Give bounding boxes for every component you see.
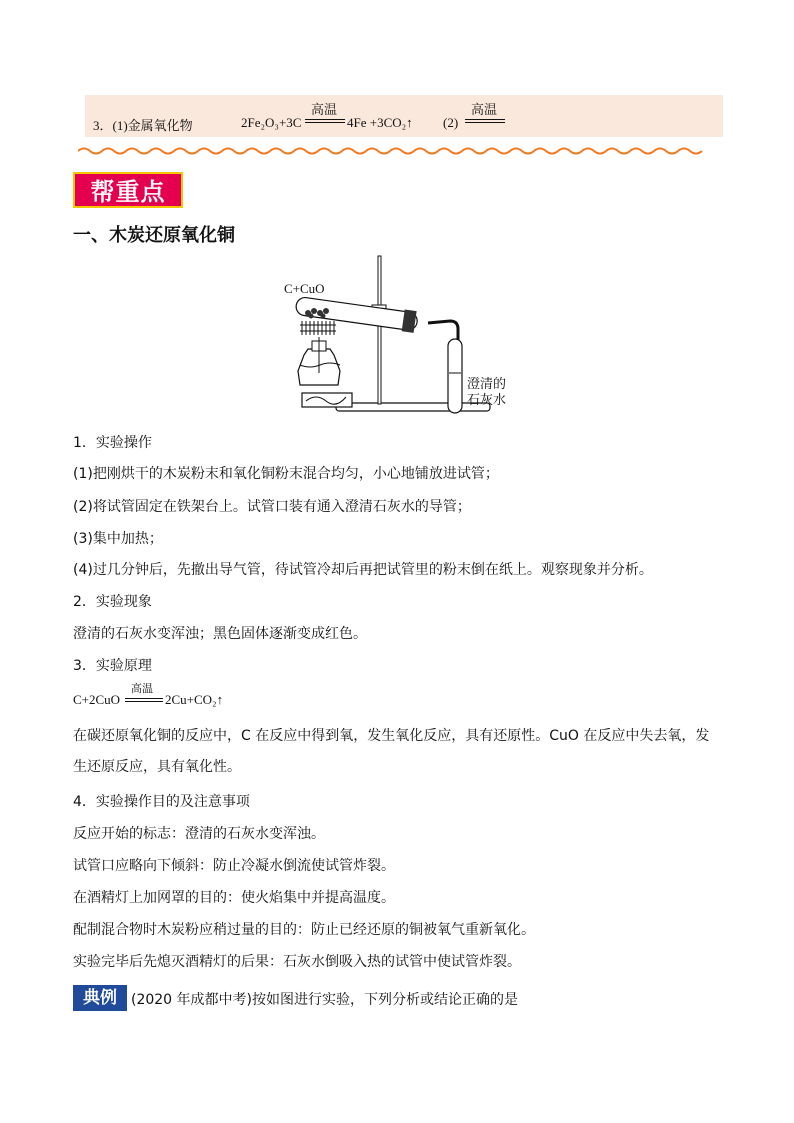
answer-part2-label: (2) xyxy=(443,115,459,130)
section-tag: 帮重点 xyxy=(73,172,183,208)
reaction-equation xyxy=(73,680,273,720)
s4-item-5: 实验完毕后先熄灭酒精灯的后果：石灰水倒吸入热的试管中使试管炸裂。 xyxy=(73,954,521,970)
s1-title: 1．实验操作 xyxy=(73,435,152,451)
s3-title: 3．实验原理 xyxy=(73,658,152,674)
limewater-label-1: 澄清的 xyxy=(467,377,507,392)
reaction-condition-2: 高温 xyxy=(471,102,498,117)
equation-right: 4Fe +3CO₂↑ xyxy=(347,115,413,130)
s4-item-4: 配制混合物时木炭粉应稍过量的目的：防止已经还原的铜被氧气重新氧化。 xyxy=(73,922,535,938)
section-heading: 一、木炭还原氧化铜 xyxy=(73,225,235,246)
example-text: (2020 年成都中考)按如图进行实验，下列分析或结论正确的是 xyxy=(131,992,519,1008)
s4-item-3: 在酒精灯上加网罩的目的：使火焰集中并提高温度。 xyxy=(73,890,395,906)
answer-question-label: 3．(1)金属氧化物 xyxy=(93,118,193,133)
eq2-left: C+2CuO xyxy=(73,692,121,707)
eq2-right: 2Cu+CO₂↑ xyxy=(165,692,224,707)
eq2-equals xyxy=(125,698,163,702)
s2-text: 澄清的石灰水变浑浊；黑色固体逐渐变成红色。 xyxy=(73,626,367,642)
reactant-label: C+CuO xyxy=(284,281,325,296)
s4-item-1: 反应开始的标志：澄清的石灰水变浑浊。 xyxy=(73,826,325,842)
s4-item-2: 试管口应略向下倾斜：防止冷凝水倒流使试管炸裂。 xyxy=(73,858,395,874)
s1-item-2: (2)将试管固定在铁架台上。试管口装有通入澄清石灰水的导管； xyxy=(73,499,471,515)
equals-sign-2 xyxy=(465,119,505,123)
equation-left: 2Fe₂O₃+3C xyxy=(241,115,302,130)
s1-item-1: (1)把刚烘干的木炭粉末和氧化铜粉末混合均匀，小心地铺放进试管； xyxy=(73,466,499,482)
s1-item-3: (3)集中加热； xyxy=(73,531,163,547)
limewater-label-2: 石灰水 xyxy=(467,393,507,408)
reaction-condition: 高温 xyxy=(311,102,338,117)
s3-text: 在碳还原氧化铜的反应中，C 在反应中得到氧，发生氧化反应，具有还原性。CuO 在反应中失去氧，发生还原反应，具有氧化性。 xyxy=(73,728,710,775)
eq2-condition: 高温 xyxy=(131,683,153,695)
s1-item-4: (4)过几分钟后，先撤出导气管，待试管冷却后再把试管里的粉末倒在纸上。观察现象并分析。 xyxy=(73,562,653,578)
answer-box xyxy=(85,95,723,137)
s2-title: 2．实验现象 xyxy=(73,594,152,610)
equals-sign xyxy=(305,119,345,123)
s4-title: 4．实验操作目的及注意事项 xyxy=(73,794,250,810)
example-tag: 典例 xyxy=(73,985,127,1011)
wavy-divider xyxy=(78,146,708,156)
